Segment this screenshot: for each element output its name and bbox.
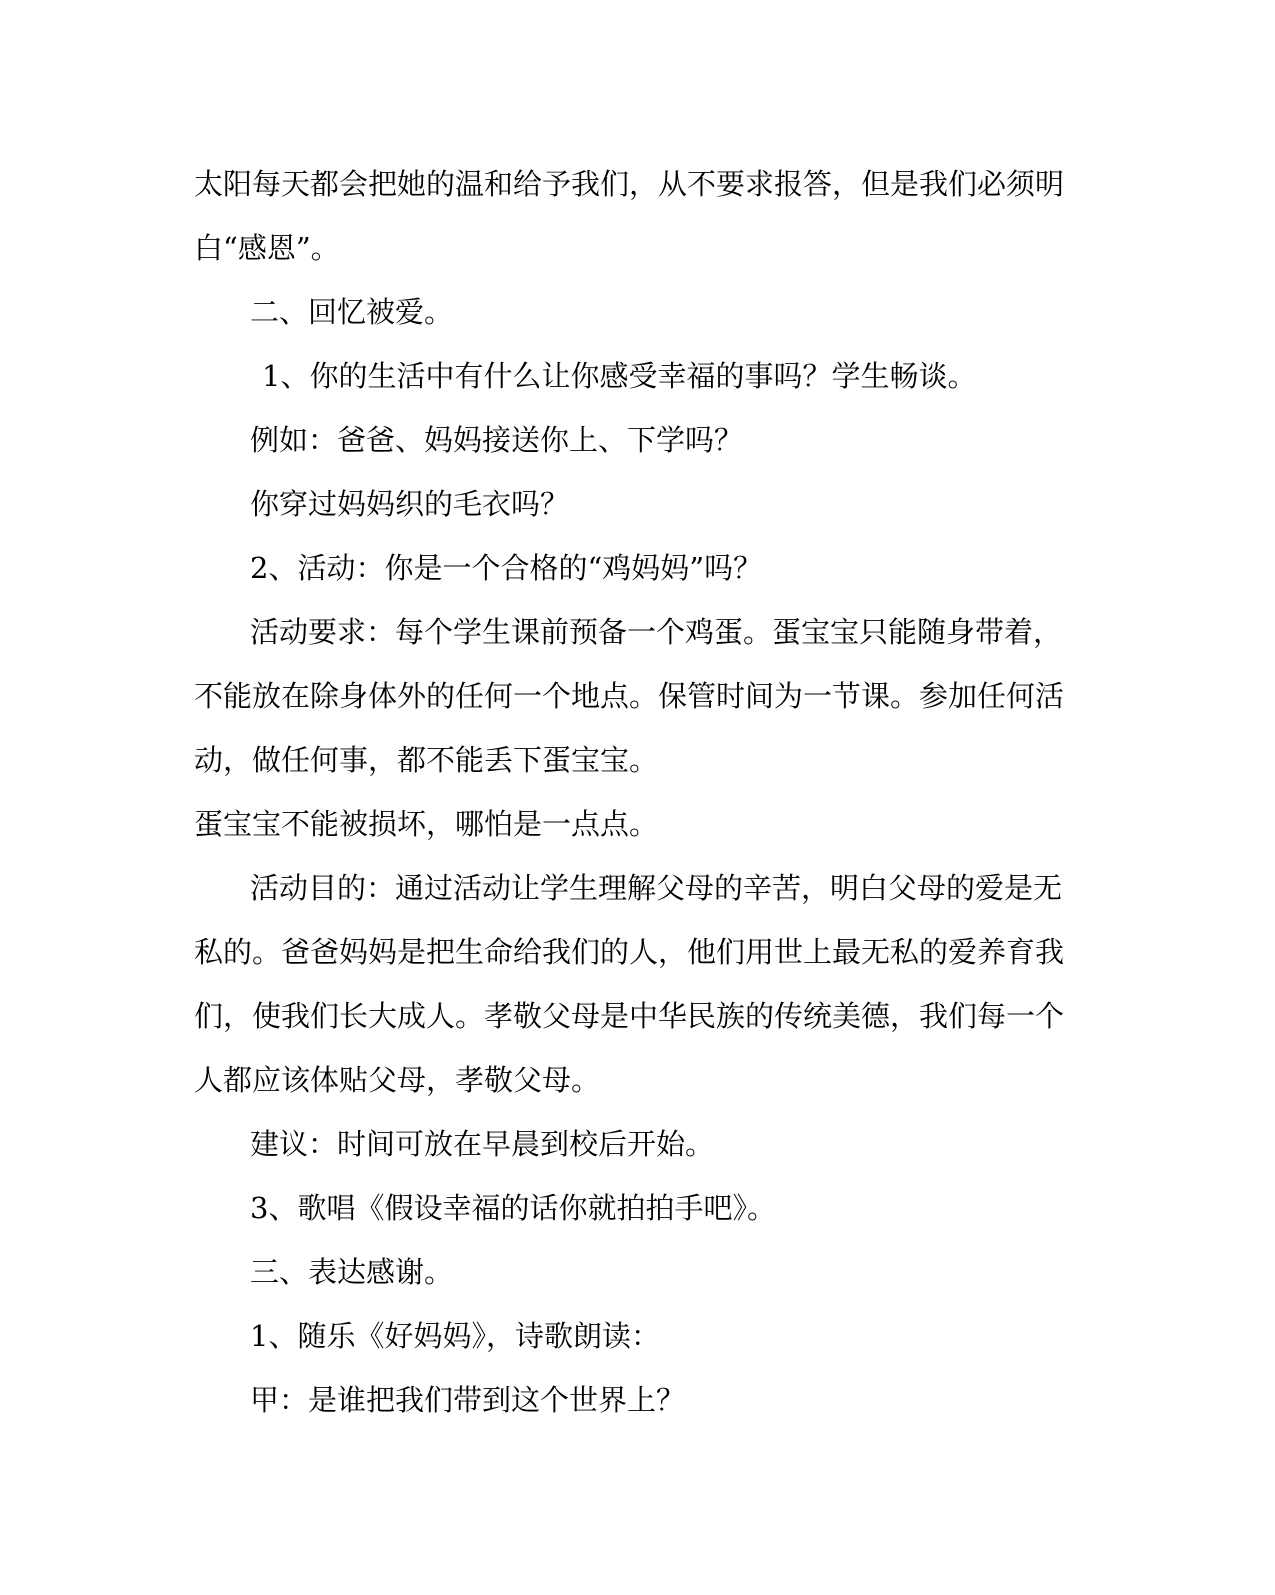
paragraph-line: 人都应该体贴父母，孝敬父母。 [194, 1063, 601, 1097]
paragraph-line: 私的。爸爸妈妈是把生命给我们的人，他们用世上最无私的爱养育我 [194, 935, 1065, 969]
section-heading: 二、回忆被爱。 [250, 295, 454, 329]
paragraph-line: 们，使我们长大成人。孝敬父母是中华民族的传统美德，我们每一个 [194, 999, 1065, 1033]
paragraph-line: 1、随乐《好妈妈》，诗歌朗读： [250, 1319, 660, 1353]
paragraph-line: 建议：时间可放在早晨到校后开始。 [250, 1127, 715, 1161]
section-heading: 三、表达感谢。 [250, 1255, 454, 1289]
paragraph-line: 3、歌唱《假设幸福的话你就拍拍手吧》。 [250, 1191, 776, 1225]
paragraph-line: 例如：爸爸、妈妈接送你上、下学吗？ [250, 423, 744, 457]
paragraph-line: 1、你的生活中有什么让你感受幸福的事吗？学生畅谈。 [262, 359, 977, 393]
paragraph-line: 白“感恩”。 [194, 231, 340, 265]
paragraph-line: 动，做任何事，都不能丢下蛋宝宝。 [194, 743, 659, 777]
paragraph-line: 活动要求：每个学生课前预备一个鸡蛋。蛋宝宝只能随身带着， [250, 615, 1063, 649]
paragraph-line: 蛋宝宝不能被损坏，哪怕是一点点。 [194, 807, 659, 841]
paragraph-line: 甲：是谁把我们带到这个世界上？ [250, 1383, 686, 1417]
paragraph-line: 你穿过妈妈织的毛衣吗？ [250, 487, 570, 521]
paragraph-line: 不能放在除身体外的任何一个地点。保管时间为一节课。参加任何活 [194, 679, 1065, 713]
paragraph-line: 2、活动：你是一个合格的“鸡妈妈”吗？ [250, 551, 763, 585]
paragraph-line: 活动目的：通过活动让学生理解父母的辛苦，明白父母的爱是无 [250, 871, 1063, 905]
paragraph-line: 太阳每天都会把她的温和给予我们，从不要求报答，但是我们必须明 [194, 167, 1065, 201]
